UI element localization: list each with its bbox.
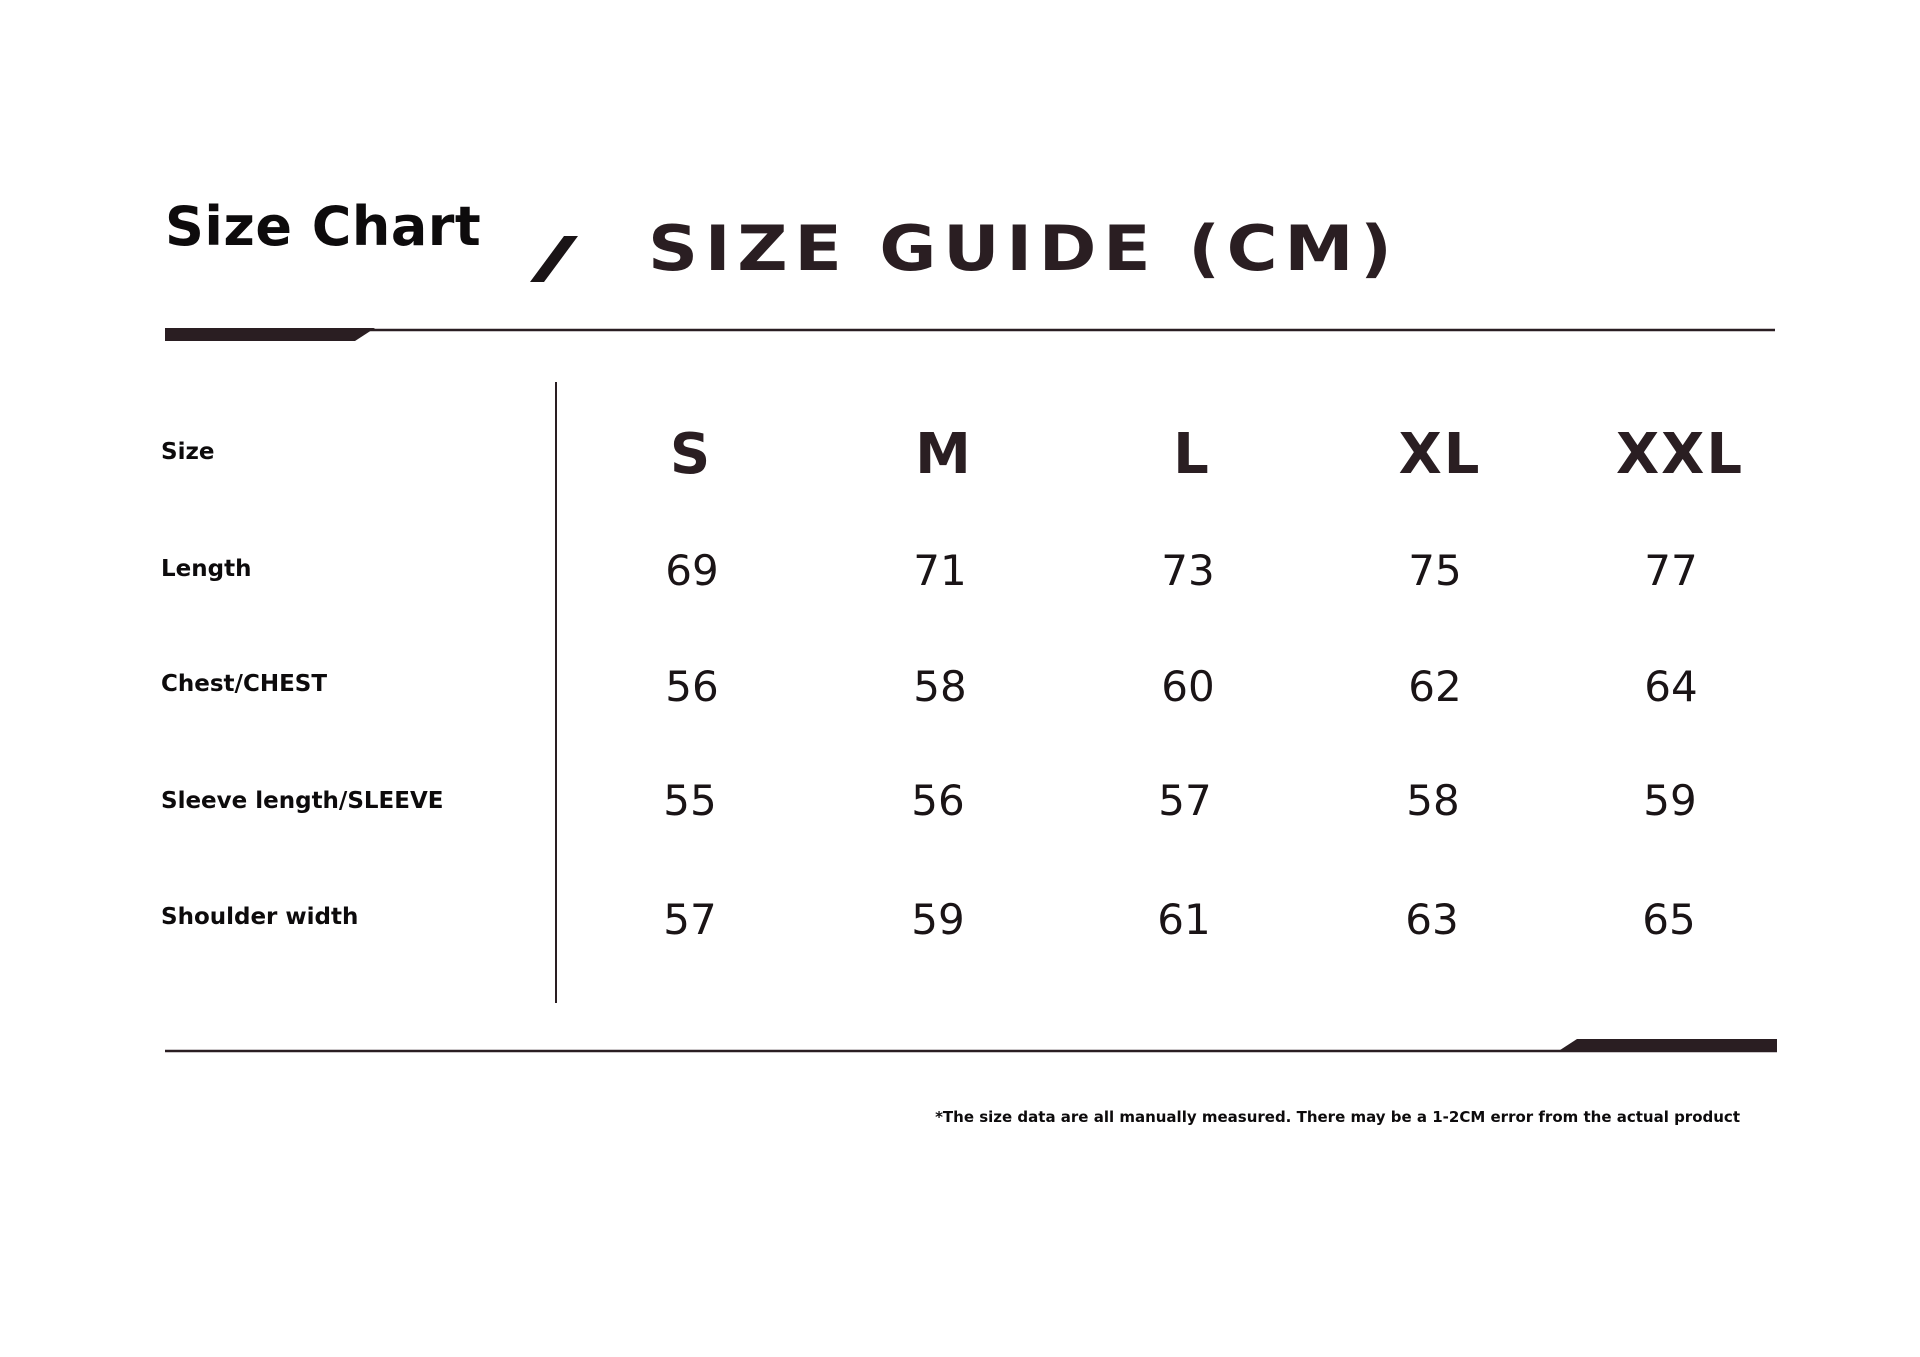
table-cell: 57 [1158, 776, 1212, 825]
table-cell: 75 [1408, 546, 1462, 595]
size-header-m: M [915, 422, 973, 487]
size-guide-subtitle: SIZE GUIDE (CM) [648, 212, 1399, 285]
table-cell: 71 [913, 546, 967, 595]
measurement-footnote: *The size data are all manually measured. There may be a 1-2CM error from the actual product [935, 1108, 1740, 1126]
table-cell: 62 [1408, 662, 1462, 711]
table-cell: 73 [1161, 546, 1215, 595]
table-cell: 77 [1644, 546, 1698, 595]
size-row-label: Size [161, 439, 215, 465]
table-cell: 61 [1157, 895, 1211, 944]
size-header-l: L [1173, 422, 1211, 487]
slash-separator [528, 236, 580, 282]
table-cell: 55 [663, 776, 717, 825]
size-header-s: S [669, 422, 713, 487]
size-header-xxl: XXL [1615, 422, 1745, 487]
top-divider [165, 328, 1775, 346]
table-cell: 56 [911, 776, 965, 825]
table-cell: 60 [1161, 662, 1215, 711]
chest-row-label: Chest/CHEST [161, 671, 328, 697]
table-cell: 56 [665, 662, 719, 711]
table-cell: 69 [665, 546, 719, 595]
size-chart-title: Size Chart [165, 195, 482, 258]
bottom-divider [165, 1036, 1777, 1056]
table-cell: 65 [1642, 895, 1696, 944]
column-divider [555, 382, 557, 1003]
shoulder-row-label: Shoulder width [161, 904, 359, 930]
table-cell: 58 [1406, 776, 1460, 825]
table-cell: 59 [1643, 776, 1697, 825]
size-header-xl: XL [1398, 422, 1482, 487]
sleeve-row-label: Sleeve length/SLEEVE [161, 788, 444, 814]
table-cell: 58 [913, 662, 967, 711]
table-cell: 63 [1405, 895, 1459, 944]
table-cell: 57 [663, 895, 717, 944]
length-row-label: Length [161, 556, 252, 582]
table-cell: 64 [1644, 662, 1698, 711]
table-cell: 59 [911, 895, 965, 944]
